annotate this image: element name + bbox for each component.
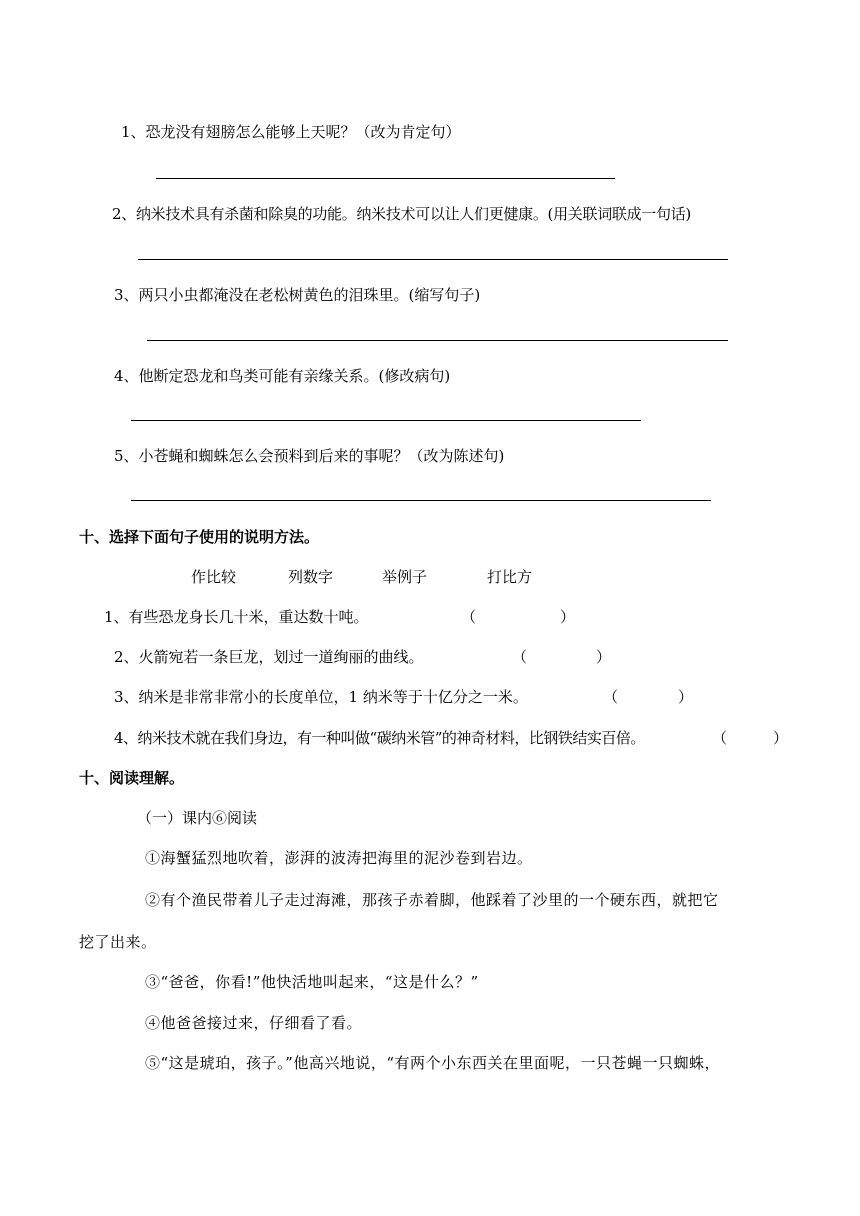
answer-line-9-4[interactable] (131, 420, 641, 421)
reading-paragraph-4: ④他爸爸接过来，仔细看了看。 (145, 1014, 363, 1032)
option-compare: 作比较 (191, 568, 237, 586)
section-11-heading: 十、阅读理解。 (79, 769, 185, 787)
answer-paren-open-10-3[interactable]: （ (603, 688, 619, 706)
answer-paren-open-10-4[interactable]: （ (712, 729, 728, 747)
answer-paren-open-10-2[interactable]: （ (512, 648, 528, 666)
question-9-4: 4、他断定恐龙和鸟类可能有亲缘关系。(修改病句) (114, 367, 451, 385)
reading-paragraph-5: ⑤“这是琥珀，孩子。”他高兴地说，“有两个小东西关在里面呢，一只苍蝇一只蜘蛛， (145, 1054, 721, 1072)
question-9-5: 5、小苍蝇和蜘蛛怎么会预料到后来的事呢？（改为陈述句) (114, 447, 505, 465)
reading-paragraph-2: ②有个渔民带着儿子走过海滩，那孩子赤着脚，他踩着了沙里的一个硬东西，就把它 (145, 891, 719, 909)
option-analogy: 打比方 (487, 568, 533, 586)
reading-subheading: （一）课内⑥阅读 (137, 809, 258, 827)
answer-paren-close-10-4: ） (773, 729, 789, 747)
answer-paren-close-10-3: ） (678, 688, 694, 706)
answer-line-9-1[interactable] (156, 178, 615, 179)
answer-line-9-2[interactable] (138, 259, 728, 260)
section-10-heading: 十、选择下面句子使用的说明方法。 (79, 528, 320, 546)
answer-line-9-3[interactable] (147, 340, 728, 341)
answer-paren-close-10-1: ） (560, 608, 576, 626)
answer-line-9-5[interactable] (131, 500, 711, 501)
reading-paragraph-2-cont: 挖了出来。 (79, 933, 157, 951)
question-10-4: 4、纳米技术就在我们身边，有一种叫做“碳纳米管”的神奇材料，比钢铁结实百倍。 (114, 729, 645, 747)
question-9-3: 3、两只小虫都淹没在老松树黄色的泪珠里。(缩写句子) (114, 286, 481, 304)
question-9-1: 1、恐龙没有翅膀怎么能够上天呢？（改为肯定句） (121, 123, 461, 141)
question-10-2: 2、火箭宛若一条巨龙，划过一道绚丽的曲线。 (114, 648, 424, 666)
question-10-3: 3、纳米是非常非常小的长度单位，1 纳米等于十亿分之一米。 (114, 688, 528, 706)
question-10-1: 1、有些恐龙身长几十米，重达数十吨。 (104, 608, 369, 626)
question-9-2: 2、纳米技术具有杀菌和除臭的功能。纳米技术可以让人们更健康。(用关联词联成一句话) (112, 205, 691, 223)
reading-paragraph-1: ①海蟹猛烈地吹着，澎湃的波涛把海里的泥沙卷到岩边。 (145, 849, 533, 867)
option-list-numbers: 列数字 (288, 568, 334, 586)
option-give-example: 举例子 (382, 568, 428, 586)
answer-paren-close-10-2: ） (596, 648, 612, 666)
reading-paragraph-3: ③“爸爸，你看!”他快活地叫起来，“这是什么？” (145, 973, 479, 991)
answer-paren-open-10-1[interactable]: （ (461, 608, 477, 626)
